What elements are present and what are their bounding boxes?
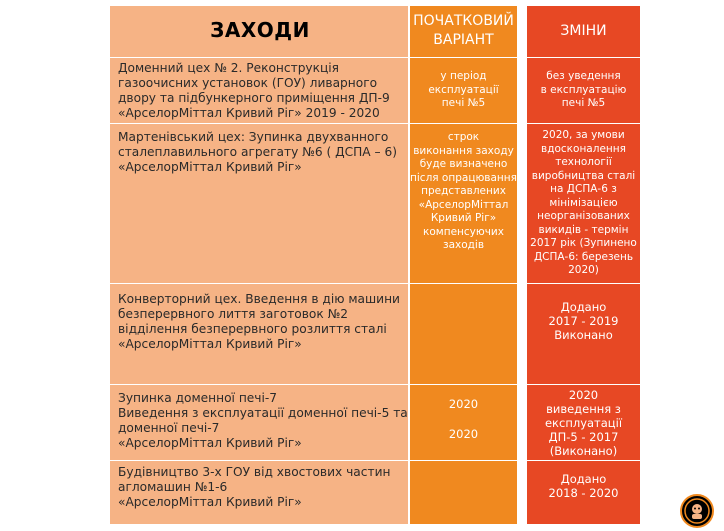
- logo-graphic: [682, 496, 712, 526]
- changes-cell: [527, 70, 640, 111]
- initial-line: експлуатації: [428, 83, 499, 96]
- changes-cell: [527, 388, 640, 458]
- measure-line: Виведення з експлуатації доменної печі-5 та: [118, 406, 408, 420]
- measure-line: «АрселорМіттал Кривий Ріг»: [118, 495, 302, 509]
- initial-line: після опрацювання: [410, 171, 517, 184]
- initial-line: Кривий Ріг»: [430, 212, 497, 224]
- row-separator: [110, 384, 640, 385]
- changes-line: 2017 рік (Зупинено: [530, 237, 637, 249]
- measure-line: Доменний цех № 2. Реконструкція: [118, 61, 340, 75]
- changes-line: мінімізацією: [549, 196, 618, 209]
- changes-line: без уведення: [546, 70, 621, 82]
- changes-line: експлуатації: [544, 416, 623, 430]
- measure-line: «АрселорМіттал Кривий Ріг»: [118, 436, 302, 450]
- changes-cell: [527, 129, 640, 278]
- changes-line: ДСПА-6: березень: [533, 250, 634, 263]
- changes-line: в експлуатацію: [540, 83, 627, 96]
- initial-line: строк: [447, 131, 480, 143]
- measure-line: Мартенівський цех: Зупинка двухванного: [118, 130, 389, 144]
- changes-line: Виконано: [554, 328, 613, 342]
- measure-line: сталеплавильного агрегату №6 ( ДСПА – 6): [118, 145, 397, 159]
- initial-line: буде визначено: [419, 158, 508, 170]
- measures-header: ЗАХОДИ: [210, 18, 310, 42]
- measure-cell: [118, 61, 404, 121]
- changes-line: викидів - термін: [538, 223, 629, 236]
- changes-line: 2018 - 2020: [548, 486, 619, 500]
- row-separator: [110, 460, 640, 461]
- initial-variant-header-line: ВАРІАНТ: [433, 32, 494, 48]
- changes-line: печі №5: [561, 97, 606, 109]
- initial-line: 2020: [448, 397, 479, 411]
- initial-line: заходів: [442, 239, 485, 251]
- measure-line: агломашин №1-6: [118, 480, 228, 494]
- changes-line: неорганізованих: [537, 210, 630, 222]
- measure-line: «АрселорМіттал Кривий Ріг»: [118, 160, 302, 174]
- measure-line: двору та підбункерного приміщення ДП-9: [118, 91, 390, 105]
- row-separator: [110, 123, 640, 124]
- changes-line: на ДСПА-6 з: [550, 183, 617, 195]
- measure-line: «АрселорМіттал Кривий Ріг» 2019 - 2020: [118, 106, 380, 120]
- changes-line: 2020): [568, 264, 599, 276]
- changes-line: технології: [555, 156, 612, 168]
- measure-cell: [118, 292, 404, 352]
- changes-cell: [527, 472, 640, 500]
- measure-cell: [118, 130, 404, 175]
- changes-line: (Виконано): [549, 444, 618, 458]
- initial-line: 2020: [448, 426, 479, 441]
- changes-line: виробництва сталі: [531, 169, 636, 182]
- initial-variant-cell: [410, 70, 517, 111]
- measure-line: доменної печі-7: [118, 421, 220, 435]
- measure-cell: [118, 465, 404, 510]
- changes-line: Додано: [560, 300, 607, 314]
- initial-variant-header: [410, 8, 517, 54]
- changes-line: 2017 - 2019: [548, 314, 619, 328]
- changes-cell: [527, 300, 640, 342]
- initial-line: компенсуючих: [423, 225, 504, 238]
- row-separator: [110, 283, 640, 284]
- initial-line: представлених: [421, 185, 506, 197]
- initial-line: «АрселорМіттал: [418, 198, 509, 211]
- initial-line: виконання заходу: [413, 144, 514, 157]
- changes-line: 2020, за умови: [542, 129, 625, 141]
- changes-line: 2020: [568, 388, 599, 402]
- organization-logo-icon: [680, 494, 714, 528]
- measure-line: відділення безперервного розлиття сталі: [118, 322, 387, 336]
- initial-variant-header-line: ПОЧАТКОВИЙ: [413, 13, 514, 29]
- measure-line: Зупинка доменної печі-7: [118, 391, 278, 405]
- measure-line: газоочисних установок (ГОУ) ливарного: [118, 76, 378, 90]
- initial-variant-cell: [410, 131, 517, 253]
- changes-line: ДП-5 - 2017: [548, 430, 619, 444]
- measure-line: безперервного лиття заготовок №2: [118, 307, 349, 321]
- changes-line: вдосконалення: [541, 142, 626, 155]
- row-separator: [110, 57, 640, 58]
- measure-line: «АрселорМіттал Кривий Ріг»: [118, 337, 302, 351]
- initial-variant-cell: [410, 398, 517, 441]
- changes-line: виведення з: [546, 402, 621, 416]
- changes-header: ЗМІНИ: [560, 22, 607, 39]
- initial-line: у період: [440, 70, 487, 82]
- measure-cell: [118, 391, 408, 451]
- measure-line: Конверторний цех. Введення в дію машини: [118, 292, 400, 306]
- initial-line: печі №5: [441, 97, 486, 109]
- changes-line: Додано: [560, 472, 607, 486]
- measure-line: Будівництво 3-х ГОУ від хвостових частин: [118, 465, 391, 479]
